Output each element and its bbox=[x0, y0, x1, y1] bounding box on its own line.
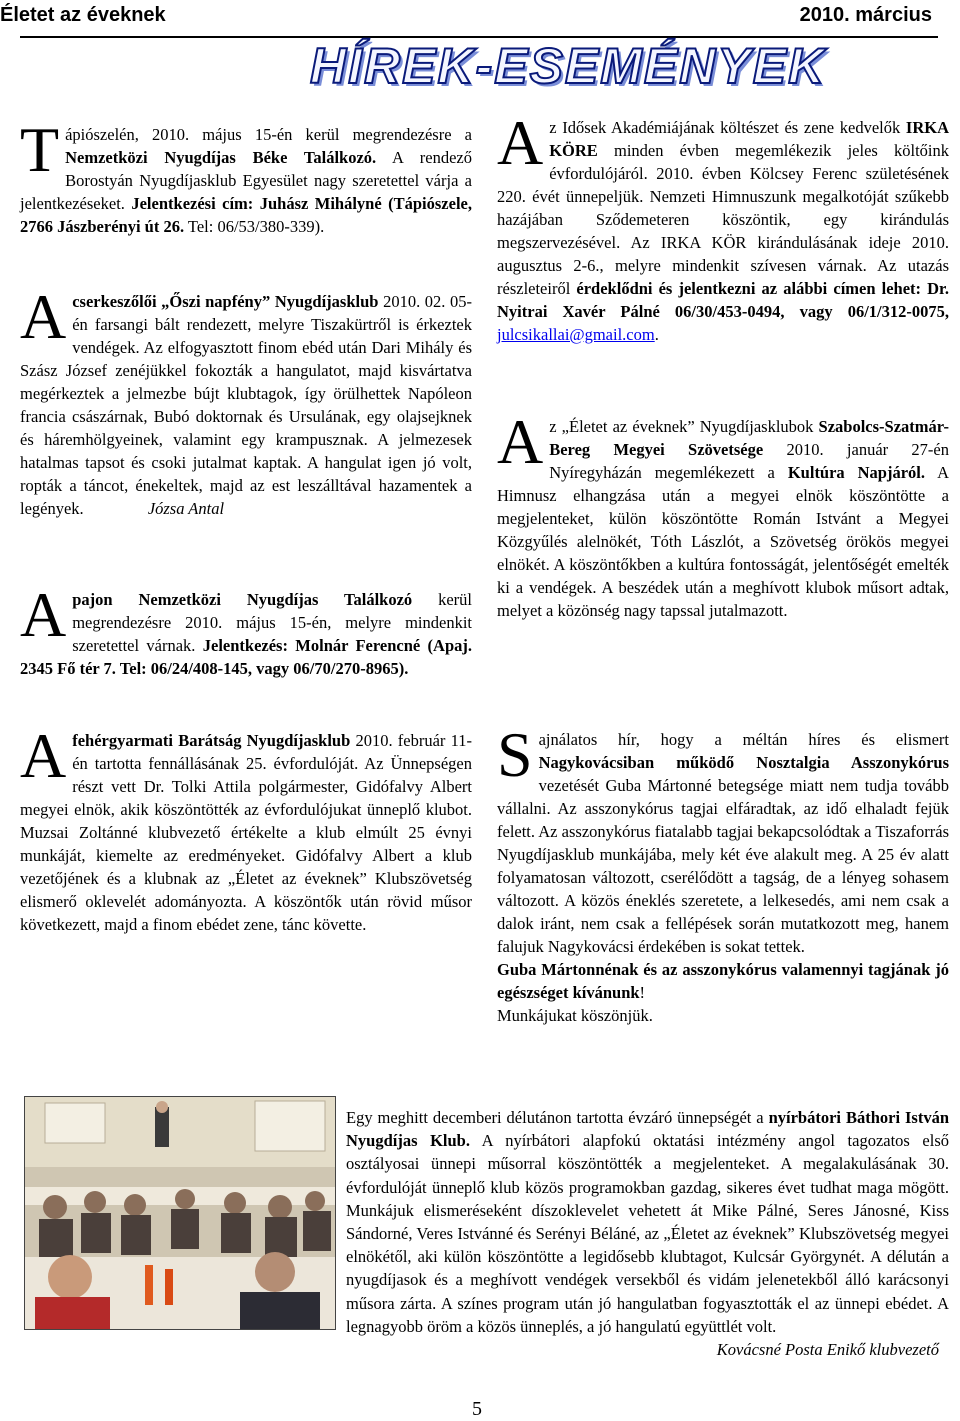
drop-cap: A bbox=[20, 579, 67, 650]
article-apaj: Apajon Nemzetközi Nyugdíjas Találkozó kerül megrendezésre 2010. május 15-én, melyre mindenkit szeretettel várnak. Jelentkezés: Molnár Ferencné (Apaj. 2345 Fő tér 7. Tel: 06/24/408-145, vagy 06/70/270-8965). bbox=[20, 579, 472, 678]
article-nyirbator: Egy meghitt decemberi délutánon tartotta évzáró ünnepségét a nyírbátori Báthori István Nyugdíjas Klub. A nyírbátori alapfokú oktatási intézmény angol tagozatos első osztályosai ünnepi műsorral köszöntötték a megjelenteket. A megalakulásának 30. évfordulóját ünneplő klub közös programokban gazdag, sikeres évet tudhat maga mögött. Munkájuk elismeréseként díszoklevelet vehetett át Mike Pálné, Seres Jánosné, Kiss Sándorné, Veres Istvánné és Serényi Béláné, az „Életet az éveknek” Klubszövetség megyei elnökétől, aki külön köszöntötte a legidősebb klubtagot, Kulcsár Györgynét. A délután a nyugdíjasok és a meghívott vendégek versekből és vidám jelenetekből álló karácsonyi műsora zárta. A színes program után jó hangulatban fogyasztották el az ünnepi ebédet. A legnagyobb öröm a közös ünneplés, a jó hangulatú együttlét volt. Kovácsné Posta Enikő klubvezető bbox=[346, 1106, 949, 1361]
drop-cap: A bbox=[497, 406, 544, 477]
running-header-date: 2010. március bbox=[799, 4, 932, 26]
article-fehergyarmat: Afehérgyarmati Barátság Nyugdíjasklub 2010. február 11-én tartotta fennállásának 25. évfordulóját. Az Ünnepségen részt vett Dr. Tolki Attila polgármester, Gidófalvy Albert megyei elnök, akik köszöntötték az évfordulójukat ünneplő klubot. Muzsai Zoltánné klubvezető értékelte a klub elmúlt 25 évnyi munkáját, kiemelte az eredményeket. Gidófalvy Albert a klub vezetőjének és a klubnak az „Életet az éveknek” Klubszövetség elismerő oklevelét adományozta. A köszöntők után rövid műsor következett, majd a finom ebédet zene, tánc követte. bbox=[20, 720, 473, 934]
email-link[interactable]: julcsikallai@gmail.com bbox=[497, 325, 655, 344]
drop-cap: A bbox=[20, 281, 67, 352]
drop-cap: A bbox=[20, 720, 67, 791]
drop-cap: T bbox=[20, 114, 60, 185]
signature: Kovácsné Posta Enikő klubvezető bbox=[716, 1340, 939, 1360]
drop-cap: S bbox=[497, 719, 533, 790]
article-nagykovacsi: Sajnálatos hír, hogy a méltán híres és elismert Nagykovácsiban működő Nosztalgia Asszonykórus vezetését Guba Mártonné betegsége miatt nem tudja tovább vállalni. Az asszonykórus tagjai elfáradtak, az idő elhaladt fejük felett. Az asszonykórus fiatalabb tagjai bekapcsolódtak a Tiszaforrás Nyugdíjasklub munkájába, mely két éve alakult meg. A 25 év alatt folyamatosan változott, cserélődött a tagság, de a lényeg sohasem változott. A közös éneklés szeretete, a lelkesedés, ami nem csak a dalok iránt, nem csak a fellépések során mutatkozott meg, hanem falujuk Nagykovácsi érdekében is sokat tettek. Guba Mártonnénak és az asszonykórus valamennyi tagjának jó egészséget kívánunk! Munkájukat köszönjük. bbox=[497, 719, 949, 1025]
page-number: 5 bbox=[472, 1398, 482, 1420]
drop-cap: A bbox=[497, 107, 544, 178]
article-szszb-szovetseg: Az „Életet az éveknek” Nyugdíjasklubok Szabolcs-Szatmár-Bereg Megyei Szövetsége 2010. január 27-én Nyíregyházán megemlékezett a Kultúra Napjáról. A Himnusz elhangzása után a megyei elnök köszöntötte a megjelenteket, külön köszöntötte Román Istvánt a Megyei Közgyűlés alelnökét, Tóth Lászlót, a Szövetség örökös megyei elnökét. A köszöntőkben a kultúra fontosságát, jelentőségét emelték ki a vendégek. A beszédek után a meghívott klubok műsort adtak, melyet a közönség nagy tapssal jutalmazott. bbox=[497, 406, 949, 620]
running-header-left: Életet az éveknek bbox=[0, 4, 166, 26]
section-banner: HÍREK-ESEMÉNYEK bbox=[310, 38, 827, 94]
article-irka-kore: Az Idősek Akadémiájának költészet és zene kedvelők IRKA KÖRE minden évben megemlékezik jeles költőink évfordulójáról. 2010. évben Kölcsey Ferenc születésének 220. évét ünnepeljük. Nemzeti Himnuszunk megalkotóját szűkebb hazájában Sződemeteren köszöntik, egy kirándulás megszervezésével. Az IRKA KÖR kirándulásának ideje 2010. augusztus 2-6., melyre mindenkit szívesen várnak. Az utazás részleteiről érdeklődni és jelentkezni az alábbi címen lehet: Dr. Nyitrai Xavér Pálné 06/30/453-0494, vagy 06/1/312-0075, julcsikallai@gmail.com. bbox=[497, 107, 949, 344]
signature: Józsa Antal bbox=[147, 499, 225, 518]
article-tapioszele: Tápiószelén, 2010. május 15-én kerül megrendezésre a Nemzetközi Nyugdíjas Béke Találkozó. A rendező Borostyán Nyugdíjasklub Egyesület nagy szeretettel várja a jelentkezéseket. Jelentkezési cím: Juhász Mihályné (Tápiószele, 2766 Jászberényi út 26. Tel: 06/53/380-339). bbox=[20, 114, 473, 236]
club-event-photo bbox=[24, 1096, 336, 1330]
article-acserkeszolo: Acserkeszőlői „Őszi napfény” Nyugdíjasklub 2010. 02. 05-én farsangi bált rendezett, melyre Tiszakürtről is érkeztek vendégek. Az elfogyasztott finom ebéd után Dari Mihály és Szász József zenéjükkel fokozták a hangulatot, majd kisvártatva megérkeztek a jelmezbe bújt klubtagok, így örülhettek Napóleon francia császárnak, Bubó doktornak és Ursulának, egy olajsejknek és háremhölgyeinek, valamint egy krampusznak. A jelmezesek hatalmas tapsot és csoki jutalmat kaptak. A hangulat igen jó volt, ropták a táncot, énekeltek, majd az est leszálltával hazamentek a legények. Józsa Antal bbox=[20, 281, 473, 518]
